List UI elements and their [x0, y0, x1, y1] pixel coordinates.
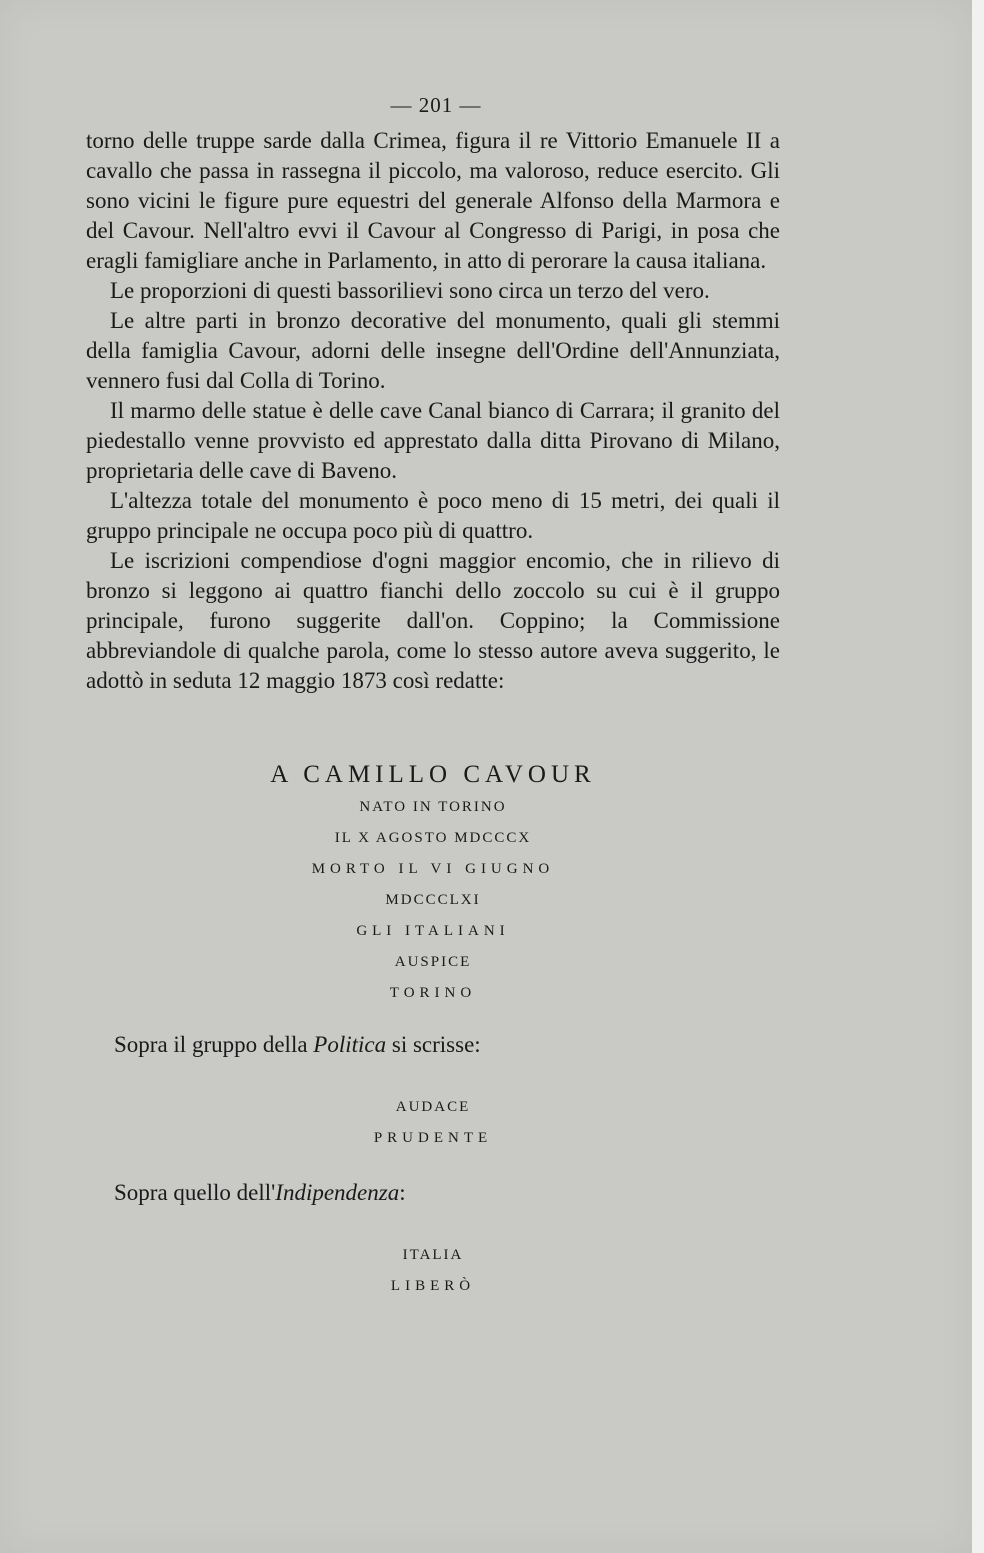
inscription-line: LIBERÒ	[390, 1278, 476, 1294]
indipendenza-intro	[114, 1180, 406, 1206]
inscription-line: PRUDENTE	[373, 1130, 493, 1146]
paragraph: Le altre parti in bronzo decorative del monumento, quali gli stemmi della famiglia Cavour, adorni delle insegne dell'Ordine dell'Annunziata, vennero fusi dal Colla di Torino.	[86, 308, 780, 393]
intro-italic: Indipendenza	[275, 1180, 400, 1205]
inscription-line: ITALIA	[402, 1247, 464, 1263]
inscription-main	[86, 758, 780, 1009]
inscription-line: AUDACE	[395, 1099, 471, 1115]
inscription-indipendenza	[86, 1240, 780, 1302]
paragraph: L'altezza totale del monumento è poco meno di 15 metri, dei quali il gruppo principale ne occupa poco più di quattro.	[86, 488, 780, 543]
inscription-line: IL X AGOSTO MDCCCX	[334, 830, 532, 846]
intro-text: Sopra quello dell'	[114, 1180, 276, 1205]
inscription-line: MORTO IL VI GIUGNO	[311, 861, 555, 877]
paragraph: Il marmo delle statue è delle cave Canal bianco di Carrara; il granito del piedestallo venne provvisto ed apprestato dalla ditta Pirovano di Milano, proprietaria delle cave di Baveno.	[86, 398, 780, 483]
page-number: — 201 —	[390, 93, 482, 117]
paragraph: torno delle truppe sarde dalla Crimea, figura il re Vittorio Emanuele II a cavallo che passa in rassegna il piccolo, ma valoroso, reduce esercito. Gli sono vicini le figure pure equestri del generale Alfonso della Marmora e del Cavour. Nell'altro evvi il Cavour al Congresso di Parigi, in posa che eragli famigliare anche in Parlamento, in atto di perorare la causa italiana.	[86, 128, 780, 273]
politica-intro	[114, 1032, 481, 1058]
intro-text: Sopra il gruppo della	[114, 1032, 314, 1057]
intro-text: si scrisse:	[386, 1032, 481, 1057]
intro-italic: Politica	[313, 1032, 387, 1057]
inscription-line: A CAMILLO CAVOUR	[270, 761, 596, 788]
intro-text: :	[399, 1180, 406, 1205]
paragraph: Le iscrizioni compendiose d'ogni maggior encomio, che in rilievo di bronzo si leggono ai quattro fianchi dello zoccolo su cui è il gruppo principale, furono suggerite dall'on. Coppino; la Commissione abbreviandole di qualche parola, come lo stesso autore aveva suggerito, le adottò in seduta 12 maggio 1873 così redatte:	[86, 548, 780, 693]
inscription-line: AUSPICE	[394, 954, 472, 970]
paragraph: Le proporzioni di questi bassorilievi sono circa un terzo del vero.	[110, 278, 710, 303]
inscription-line: TORINO	[389, 985, 477, 1001]
inscription-line: GLI ITALIANI	[356, 923, 510, 939]
inscription-line: MDCCCLXI	[385, 892, 481, 908]
body-text	[86, 126, 780, 696]
inscription-politica	[86, 1092, 780, 1154]
inscription-line: NATO IN TORINO	[359, 799, 507, 815]
